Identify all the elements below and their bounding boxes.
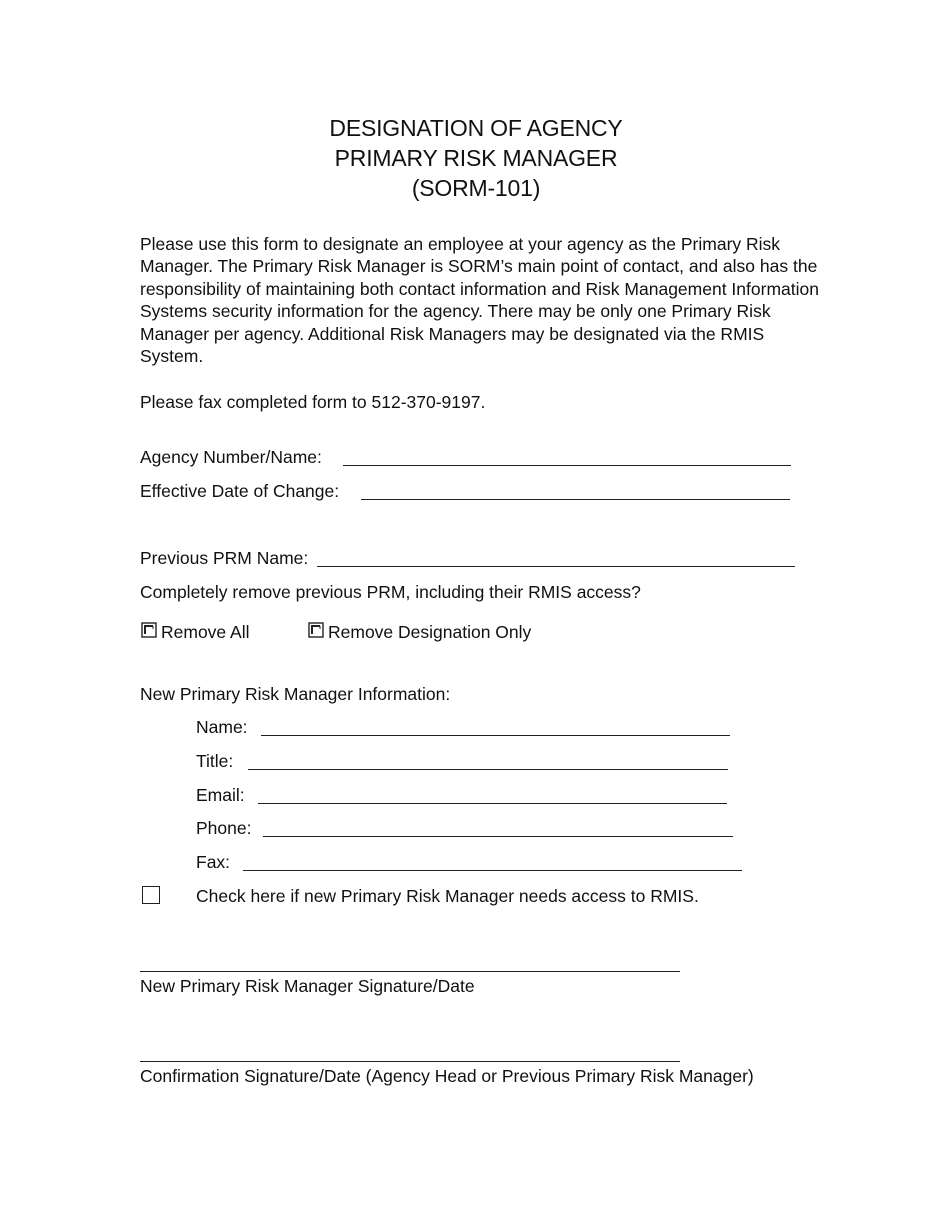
new-prm-heading: New Primary Risk Manager Information: — [140, 684, 451, 704]
remove-all-label: Remove All — [161, 622, 250, 642]
remove-question: Completely remove previous PRM, including their RMIS access? — [140, 582, 641, 602]
email-label: Email: — [196, 785, 245, 805]
name-field[interactable] — [261, 735, 730, 736]
remove-designation-label: Remove Designation Only — [328, 622, 532, 642]
previous-prm-label: Previous PRM Name: — [140, 548, 309, 568]
effective-date-label: Effective Date of Change: — [140, 481, 340, 501]
fax-instruction: Please fax completed form to 512-370-9197. — [140, 392, 486, 412]
previous-prm-field[interactable] — [317, 566, 795, 567]
rmis-access-label: Check here if new Primary Risk Manager needs access to RMIS. — [196, 886, 699, 906]
rmis-access-checkbox[interactable] — [142, 886, 160, 904]
instructions-paragraph: Please use this form to designate an employee at your agency as the Primary Risk Manager. The Primary Risk Manager is SORM’s main point of contact, and also has the responsibility of maintaining both contact information and Risk Management Information Systems security information for the agency. There may be only one Primary Risk Manager per agency. Additional Risk Managers may be designated via the RMIS System. — [140, 234, 819, 367]
title-field[interactable] — [248, 769, 728, 770]
email-field[interactable] — [258, 803, 727, 804]
confirmation-signature-label: Confirmation Signature/Date (Agency Head or Previous Primary Risk Manager) — [140, 1066, 754, 1086]
form-number: (SORM-101) — [411, 175, 541, 201]
fax-label: Fax: — [196, 852, 231, 872]
remove-all-checkbox-icon[interactable] — [141, 622, 157, 638]
effective-date-field[interactable] — [361, 499, 790, 500]
new-prm-signature-line[interactable] — [140, 971, 680, 972]
phone-label: Phone: — [196, 818, 252, 838]
remove-designation-checkbox-icon[interactable] — [308, 622, 324, 638]
form-title-line-1: DESIGNATION OF AGENCY — [329, 115, 623, 141]
form-title-line-2: PRIMARY RISK MANAGER — [334, 145, 618, 171]
title-label: Title: — [196, 751, 234, 771]
confirmation-signature-line[interactable] — [140, 1061, 680, 1062]
name-label: Name: — [196, 717, 248, 737]
agency-number-label: Agency Number/Name: — [140, 447, 322, 467]
agency-number-field[interactable] — [343, 465, 791, 466]
phone-field[interactable] — [263, 836, 733, 837]
new-prm-signature-label: New Primary Risk Manager Signature/Date — [140, 976, 475, 996]
fax-field[interactable] — [243, 870, 742, 871]
